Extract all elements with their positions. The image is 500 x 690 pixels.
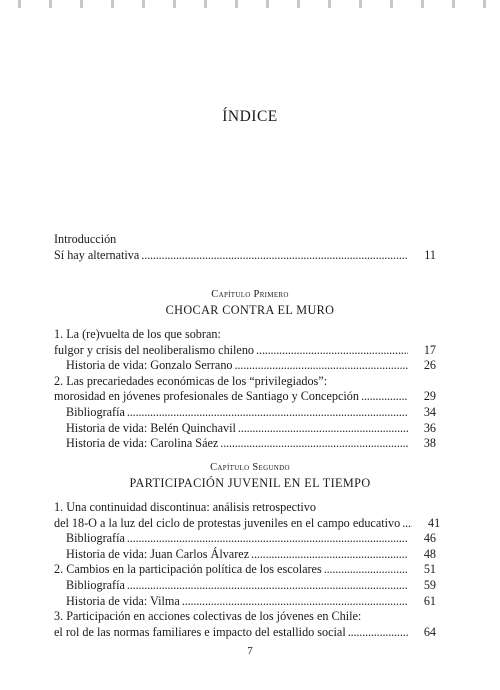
dot-leader [402,516,412,532]
toc-entry-heading-line [54,609,436,625]
edge-mark [328,0,331,8]
edge-mark [452,0,455,8]
chapter2-entries [54,500,441,640]
toc-entry-page: 41 [428,515,441,530]
toc-entry[interactable] [54,421,436,437]
toc-entry[interactable] [54,343,436,359]
toc-entry[interactable] [54,547,436,563]
dot-leader [251,547,408,563]
toc-entry-text: 2. Cambios en la participación política de los escolares [54,562,322,577]
dot-leader [127,531,408,547]
chapter1-entries [54,327,436,452]
intro-section [54,232,436,263]
edge-mark [359,0,362,8]
intro-heading: Introducción [54,232,117,246]
toc-entry-page: 61 [423,593,436,608]
toc-entry-page: 48 [423,546,436,561]
edge-mark [18,0,21,8]
edge-mark [204,0,207,8]
edge-mark [235,0,238,8]
toc-entry-page: 34 [423,404,436,419]
dot-leader [348,625,408,641]
dot-leader [141,248,408,264]
toc-entry[interactable] [54,515,441,532]
edge-mark [49,0,52,8]
chapter1-title: CHOCAR CONTRA EL MURO [165,303,335,317]
chapter2-title: PARTICIPACIÓN JUVENIL EN EL TIEMPO [129,476,371,490]
toc-entry-text: 3. Participación en acciones colectivas de los jóvenes en Chile: [54,609,362,624]
toc-entry-text: Sí hay alternativa [54,247,140,262]
toc-entry-text: morosidad en jóvenes profesionales de Santiago y Concepción [54,389,359,404]
edge-mark [80,0,83,8]
edge-mark [266,0,269,8]
toc-entry-text: el rol de las normas familiares e impacto del estallido social [54,624,346,639]
toc-entry[interactable] [54,405,436,421]
toc-entry[interactable] [54,436,436,452]
toc-entry-heading-line [54,327,436,343]
toc-entry-text: Historia de vida: Gonzalo Serrano [66,358,233,373]
toc-entry-text: 1. La (re)vuelta de los que sobran: [54,327,221,341]
toc-entry-text: fulgor y crisis del neoliberalismo chileno [54,342,255,357]
toc-entry-page: 17 [423,342,436,357]
chapter1-label: Capítulo Primero [211,289,289,300]
toc-entry-page: 36 [423,420,436,435]
toc-entry[interactable] [54,389,436,405]
toc-entry-page: 29 [423,389,436,404]
toc-entry-text: Historia de vida: Belén Quinchavil [66,420,236,435]
toc-entry[interactable] [54,578,436,594]
edge-mark [111,0,114,8]
toc-entry-page: 64 [423,624,436,639]
toc-entry[interactable] [54,625,436,641]
toc-entry-text: Bibliografía [66,531,125,546]
toc-entry-page: 51 [423,562,436,577]
toc-entry-page: 26 [423,358,436,373]
dot-leader [256,343,408,359]
toc-entry-heading-line [54,374,436,390]
edge-mark [142,0,145,8]
dot-leader [127,405,408,421]
toc-entry[interactable] [54,562,436,578]
edge-mark [483,0,486,8]
toc-entry-text: Historia de vida: Juan Carlos Álvarez [66,546,250,561]
top-edge-marks [0,0,500,14]
page-title: ÍNDICE [222,108,278,125]
toc-entry-page: 59 [423,577,436,592]
dot-leader [182,594,408,610]
toc-entry-page: 38 [423,436,436,451]
edge-mark [421,0,424,8]
toc-entry-text: Bibliografía [66,577,125,592]
toc-entry-text: del 18-O a la luz del ciclo de protestas juveniles en el campo educativo [54,515,401,530]
edge-mark [297,0,300,8]
dot-leader [361,389,408,405]
dot-leader [238,421,408,437]
toc-entry-text: 2. Las precariedades económicas de los “privilegiados”: [54,373,328,388]
toc-entry[interactable] [54,358,436,374]
toc-entry[interactable] [54,594,436,610]
dot-leader [220,436,408,452]
toc-entry-text: Historia de vida: Vilma [66,593,180,608]
toc-entry-text: Bibliografía [66,404,125,419]
edge-mark [390,0,393,8]
dot-leader [235,358,408,374]
dot-leader [127,578,408,594]
toc-entry-heading-line [54,500,436,516]
toc-entry-text: 1. Una continuidad discontinua: análisis retrospectivo [54,500,316,514]
toc-entry-text: Historia de vida: Carolina Sáez [66,436,219,451]
toc-entry[interactable] [54,531,436,547]
toc-entry-page: 46 [423,531,436,546]
page-number: 7 [247,645,253,657]
chapter2-label: Capítulo Segundo [210,462,290,473]
dot-leader [324,562,408,578]
toc-entry-page: 11 [424,247,436,262]
toc-entry-intro[interactable] [54,248,436,264]
edge-mark [173,0,176,8]
